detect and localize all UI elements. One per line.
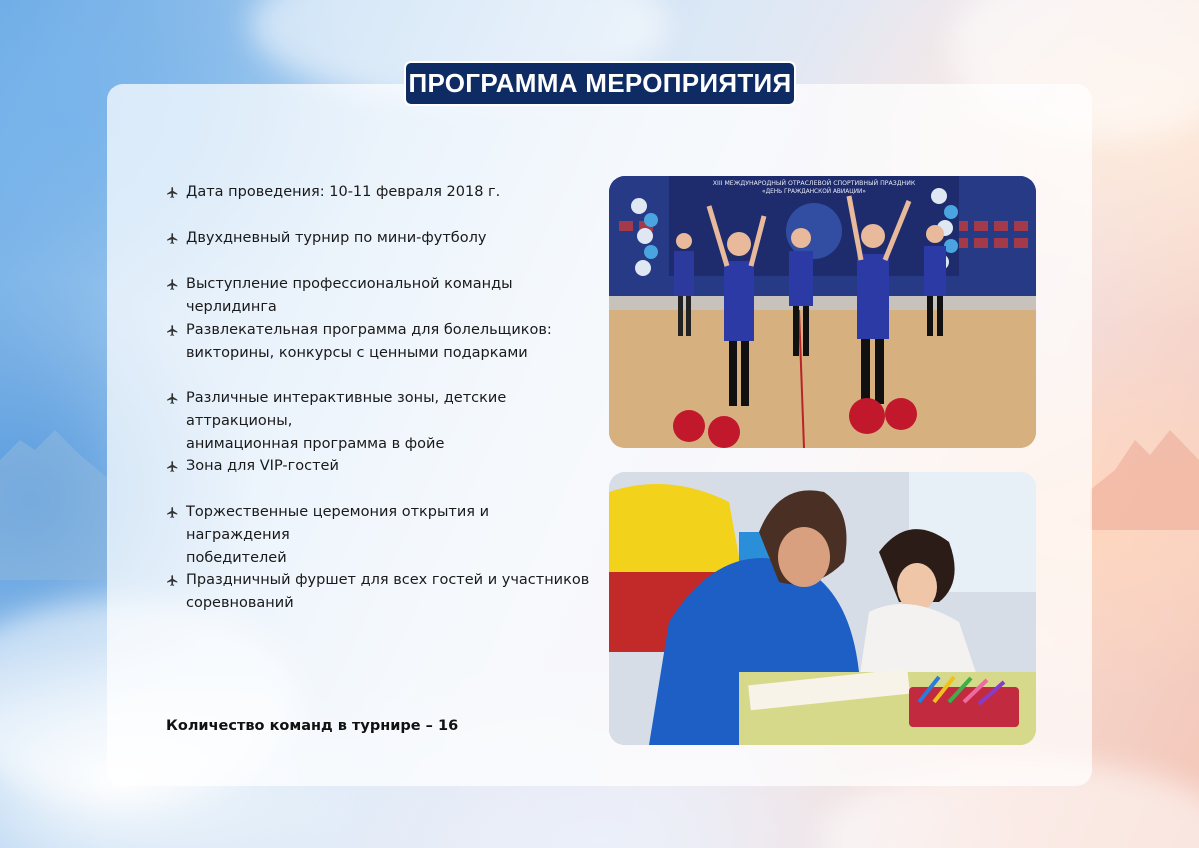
kids-zone-illustration [609, 472, 1036, 745]
airplane-icon [166, 501, 186, 524]
list-item-text: Дата проведения: 10-11 февраля 2018 г. [186, 184, 501, 200]
airplane-icon [166, 273, 186, 296]
list-item-text: Торжественные церемония открытия и награждения победителей [186, 504, 490, 566]
banner-line2: «ДЕНЬ ГРАЖДАНСКОЙ АВИАЦИИ» [762, 189, 866, 195]
list-item-text: Зона для VIP-гостей [186, 458, 339, 474]
list-item [166, 181, 591, 204]
list-item [166, 501, 591, 570]
airplane-icon [166, 569, 186, 592]
list-item-text: Праздничный фуршет для всех гостей и участников соревнований [186, 572, 590, 611]
teams-count-note: Количество команд в турнире – 16 [166, 718, 459, 734]
list-item [166, 227, 591, 250]
airplane-icon [166, 227, 186, 250]
kids-zone-photo [609, 472, 1036, 745]
banner-line1: XIII МЕЖДУНАРОДНЫЙ ОТРАСЛЕВОЙ СПОРТИВНЫЙ ПРАЗДНИК [712, 180, 916, 187]
list-item-text: Двухдневный турнир по мини-футболу [186, 230, 487, 246]
cheerleading-photo [609, 176, 1036, 448]
airplane-icon [166, 319, 186, 342]
page-title: ПРОГРАММА МЕРОПРИЯТИЯ [404, 61, 796, 106]
airplane-icon [166, 181, 186, 204]
airplane-icon [166, 387, 186, 410]
list-item-text: Выступление профессиональной команды черлидинга [186, 276, 513, 315]
list-item [166, 387, 591, 456]
list-item-text: Различные интерактивные зоны, детские аттракционы, анимационная программа в фойе [186, 390, 507, 452]
list-item-text: Развлекательная программа для болельщиков: викторины, конкурсы с ценными подарками [186, 322, 552, 361]
list-item [166, 319, 591, 365]
list-item [166, 569, 591, 615]
list-item [166, 455, 591, 478]
mountain-right-decoration [1090, 400, 1199, 530]
airplane-icon [166, 455, 186, 478]
cheerleading-illustration [609, 176, 1036, 448]
mountain-left-decoration [0, 420, 110, 580]
list-item [166, 273, 591, 319]
